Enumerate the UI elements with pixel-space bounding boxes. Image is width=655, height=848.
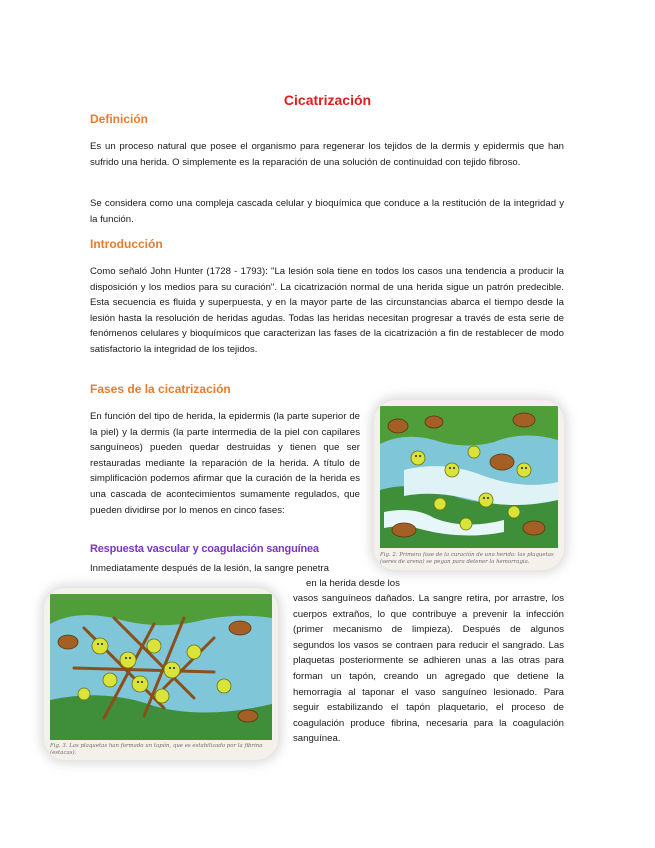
illustration-platelet-plug: [44, 588, 278, 760]
figure-3-caption: Fig. 3. Las plaquetas han formado un tapón, que es estabilizado por la fibrina (estacas).: [50, 743, 263, 756]
respuesta-line-2: en la herida desde los: [306, 578, 400, 589]
figure-platelets-stop-bleeding: [374, 400, 564, 570]
heading-definicion: Definición: [90, 112, 149, 126]
illustration-platelets-wound: [374, 400, 564, 570]
heading-respuesta-vascular: Respuesta vascular y coagulación sanguínea: [90, 543, 319, 555]
definicion-paragraph-1: Es un proceso natural que posee el organismo para regenerar los tejidos de la dermis y epidermis que han sufrido una herida. O simplemente es la reparación de una solución de continuidad con tejido fibroso.: [90, 141, 564, 168]
heading-introduccion: Introducción: [90, 237, 163, 251]
page-title: Cicatrización: [283, 92, 372, 108]
figure-2-caption: Fig. 2. Primera fase de la curación de una herida: las plaquetas (seres de arena) se pegan para detener la hemorragia.: [380, 552, 554, 565]
introduccion-paragraph: Como señaló John Hunter (1728 - 1793): "La lesión sola tiene en todos los casos una tendencia a producir la disposición y los medios para su curación". La cicatrización normal de una herida sigue un patrón predecible. Esta secuencia es fluida y superpuesta, y en la mayor parte de las circunstancias abarca el tiempo desde la lesión hasta la resolución de heridas agudas. Todas las heridas necesitan progresar a través de esta serie de fenómenos celulares y bioquímicos que caracterizan las fases de la cicatrización a fin de restablecer de modo satisfactorio la integridad de los tejidos.: [90, 266, 564, 355]
heading-fases: Fases de la cicatrización: [90, 382, 231, 396]
fases-paragraph: En función del tipo de herida, la epidermis (la parte superior de la piel) y la dermis (la parte intermedia de la piel con capilares sanguíneos) pueden quedar destruidas y tienen que ser restauradas mediante la reparación de la herida. A título de simplificación podemos afirmar que la curación de la herida es una cascada de acontecimientos sumamente regulados, que pueden dividirse por lo menos en cinco fases:: [90, 411, 360, 516]
respuesta-paragraph: vasos sanguíneos dañados. La sangre retira, por arrastre, los cuerpos extraños, lo que contribuye a prevenir la infección (primer mecanismo de limpieza). Después de algunos segundos los vasos se contraen para reducir el sangrado. Las plaquetas posteriormente se adhieren unas a las otras para forman un tapón, creando un agregado que detiene la hemorragia al taponar el vaso sanguíneo lesionado. Para seguir estabilizando el tapón plaquetario, el proceso de coagulación produce fibrina, necesaria para la coagulación sanguínea.: [293, 593, 564, 745]
definicion-paragraph-2: Se considera como una compleja cascada celular y bioquímica que conduce a la restitución de la integridad y la función.: [90, 198, 564, 225]
respuesta-line-1: Inmediatamente después de la lesión, la sangre penetra: [90, 563, 329, 574]
figure-platelet-plug-fibrin: [44, 588, 278, 760]
